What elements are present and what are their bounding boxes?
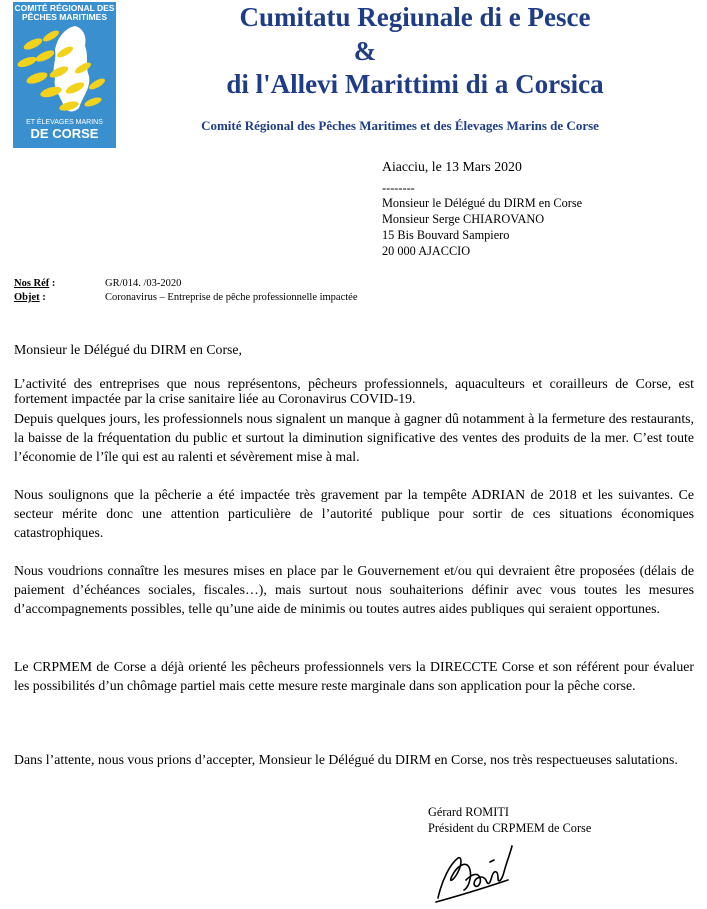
signatory-name: Gérard ROMITI [428,805,509,819]
closing-paragraph: Dans l’attente, nous vous prions d’accepter, Monsieur le Délégué du DIRM en Corse, nos très respectueuses salutations. [14,752,678,767]
body-paragraph: Nous soulignons que la pêcherie a été impactée très gravement par la tempête ADRIAN de 2018 et les suivantes. Ce secteur mérite donc une attention particulière de l’autorité publique pour sortir de ces situations économiques catastrophiques. [14,487,694,540]
recipient-line: 20 000 AJACCIO [382,244,471,258]
reference-value: GR/014. /03-2020 [105,278,182,289]
salutation: Monsieur le Délégué du DIRM en Corse, [14,342,242,357]
ref-label-text: Nos Réf [14,278,50,289]
recipient-line: Monsieur le Délégué du DIRM en Corse [382,196,583,210]
recipient-address [382,195,582,259]
title-line-2: & [353,36,377,66]
title-line-3: di l'Allevi Marittimi di a Corsica [226,69,604,99]
subtitle: Comité Régional des Pêches Maritimes et des Élevages Marins de Corse [201,118,599,133]
fish-island-emblem [13,22,116,118]
recipient-line: Monsieur Serge CHIAROVANO [382,212,545,226]
ref-colon: : [49,278,56,289]
separator: -------- [382,181,415,195]
subject-colon: : [39,292,46,303]
recipient-line: 15 Bis Bouvard Sampiero [382,228,510,242]
fish-shape [25,70,49,86]
subject-label [14,291,46,304]
fish-shape [22,36,44,52]
organization-logo [13,2,116,148]
reference-label [14,277,55,290]
signature-stroke [436,846,512,902]
body-paragraph: Le CRPMEM de Corse a déjà orienté les pêcheurs professionnels vers la DIRECCTE Corse et son référent pour évaluer les possibilités d’un chômage partiel mais cette mesure reste marginale dans son application pour la pêche corse. [14,659,694,693]
handwritten-signature [428,840,518,906]
title-line-1: Cumitatu Regiunale di e Pesce [239,2,591,32]
place-date: Aiacciu, le 13 Mars 2020 [382,159,522,174]
logo-bottom-text [13,119,116,140]
fish-shape [83,96,102,109]
subject-label-text: Objet [14,292,40,303]
logo-bottom-big: DE CORSE [30,126,99,141]
logo-bottom-small: ET ÉLEVAGES MARINS [26,119,103,126]
logo-top-text: COMITÉ RÉGIONAL DES PÊCHES MARITIMES [14,3,115,22]
signatory-title: Président du CRPMEM de Corse [428,821,592,835]
fish-shape [87,76,106,91]
fish-shape [16,55,38,69]
body-paragraph: Nous voudrions connaître les mesures mises en place par le Gouvernement et/ou qui devraient être proposées (délais de paiement d’échéances sociales, fiscales…), mais surtout nous souhaiterions définir avec vous toutes les mesures d’accompagnements possibles, telle qu’une aide de minimis ou toutes autres aides publiques qui seraient opportunes. [14,563,694,616]
body-paragraph: L’activité des entreprises que nous représentons, pêcheurs professionnels, aquaculteurs et corailleurs de Corse, est fortement impactée par la crise sanitaire liée au Coronavirus COVID-19. [14,376,694,406]
body-paragraph: Depuis quelques jours, les professionnels nous signalent un manque à gagner dû notamment à la fermeture des restaurants, la baisse de la fréquentation du public et surtout la diminution significative des ventes des produits de la mer. C’est toute l’économie de l’île qui est au ralenti et sévèrement mise à mal. [14,411,694,464]
subject-value: Coronavirus – Entreprise de pêche professionnelle impactée [105,292,358,303]
fish-shape [34,48,56,64]
